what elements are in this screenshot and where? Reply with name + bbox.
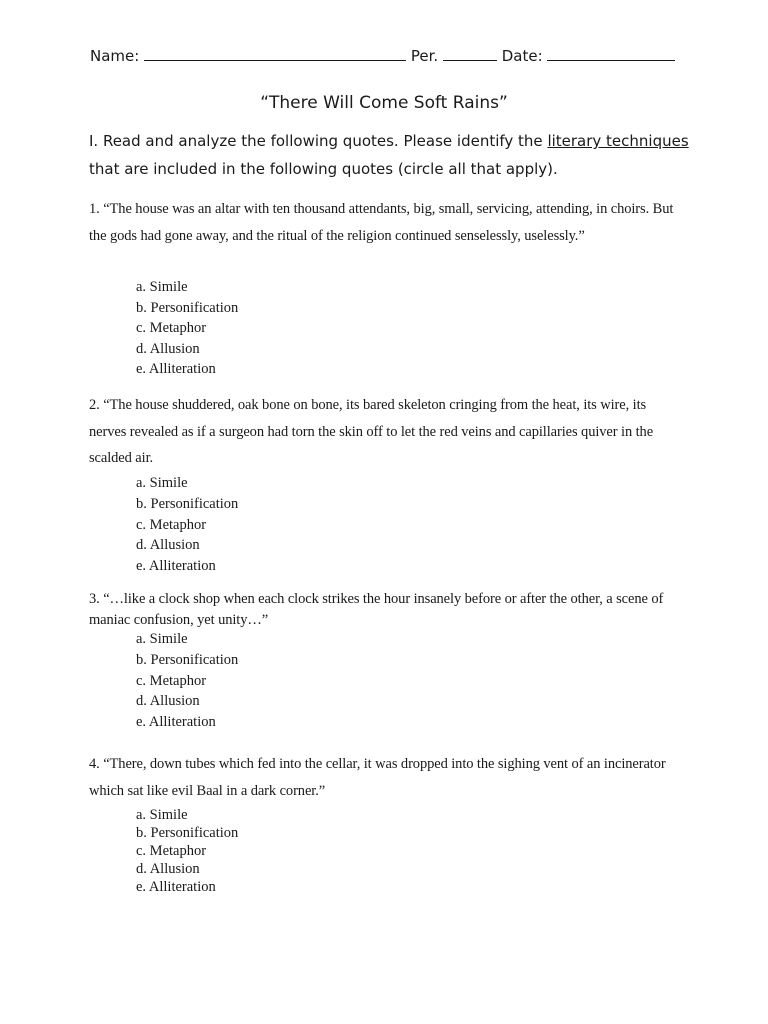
option-allusion[interactable]: d. Allusion: [136, 693, 200, 710]
question-4-options: [136, 806, 238, 896]
option-simile[interactable]: a. Simile: [136, 279, 188, 295]
question-2: 2. “The house shuddered, oak bone on bone, its bared skeleton cringing from the heat, its wire, its nerves revealed as if a surgeon had torn the skin off to let the red veins and capillaries quiver in the scalded air.: [89, 397, 654, 466]
option-alliteration[interactable]: e. Alliteration: [136, 558, 216, 575]
instructions-text: I. Read and analyze the following quotes. Please identify the: [89, 132, 548, 150]
date-label: Date:: [501, 47, 543, 65]
worksheet-title: “There Will Come Soft Rains”: [260, 93, 508, 113]
instructions-text-end: that are included in the following quotes (circle all that apply).: [89, 160, 558, 178]
option-simile[interactable]: a. Simile: [136, 807, 188, 823]
option-allusion[interactable]: d. Allusion: [136, 340, 200, 357]
option-personification[interactable]: b. Personification: [136, 825, 239, 841]
period-field[interactable]: [443, 46, 497, 61]
option-allusion[interactable]: d. Allusion: [136, 861, 200, 877]
question-3: 3. “…like a clock shop when each clock strikes the hour insanely before or after the other, a scene of maniac confusion, yet unity…”: [89, 591, 664, 628]
option-simile[interactable]: a. Simile: [136, 631, 188, 647]
instructions-underlined: literary techniques: [547, 132, 689, 150]
option-allusion[interactable]: d. Allusion: [136, 537, 200, 554]
option-simile[interactable]: a. Simile: [136, 475, 188, 491]
option-metaphor[interactable]: c. Metaphor: [136, 843, 207, 859]
question-4: 4. “There, down tubes which fed into the cellar, it was dropped into the sighing vent of an incinerator which sat like evil Baal in a dark corner.”: [89, 756, 666, 799]
option-metaphor[interactable]: c. Metaphor: [136, 516, 207, 533]
name-field[interactable]: [144, 46, 406, 61]
option-personification[interactable]: b. Personification: [136, 299, 239, 316]
option-personification[interactable]: b. Personification: [136, 651, 239, 668]
option-alliteration[interactable]: e. Alliteration: [136, 879, 216, 895]
question-1: 1. “The house was an altar with ten thousand attendants, big, small, servicing, attending, in choirs. But the gods had gone away, and the ritual of the religion continued senselessly, uselessly.”: [89, 201, 674, 244]
student-info-line: [90, 46, 690, 65]
question-1-options: [136, 277, 238, 380]
question-2-options: [136, 473, 238, 577]
date-field[interactable]: [547, 46, 675, 61]
option-personification[interactable]: b. Personification: [136, 495, 239, 512]
option-alliteration[interactable]: e. Alliteration: [136, 714, 216, 731]
option-alliteration[interactable]: e. Alliteration: [136, 361, 216, 378]
instructions: [89, 127, 689, 183]
name-label: Name:: [90, 47, 140, 65]
option-metaphor[interactable]: c. Metaphor: [136, 672, 207, 689]
period-label: Per.: [410, 47, 439, 65]
question-3-options: [136, 629, 238, 733]
option-metaphor[interactable]: c. Metaphor: [136, 320, 207, 337]
